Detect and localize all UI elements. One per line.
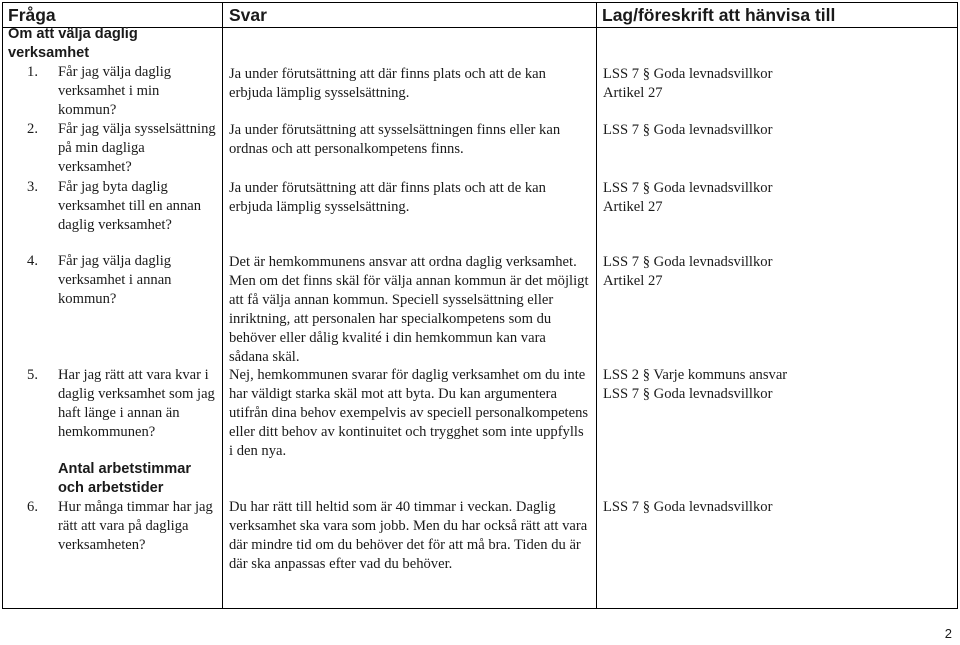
law-reference-1 [603,65,953,103]
law-line: LSS 7 § Goda levnadsvillkor [603,386,773,402]
question-number: 2. [27,121,38,137]
answer-6: Du har rätt till heltid som är 40 timmar i veckan. Daglig verksamhet ska vara som jobb. Men du har också rätt att vara där mindre tid om du behöver det för att må bra. Tiden du är där ska anpassas efter vad du behöver. [229,499,588,572]
question-number: 5. [27,367,38,383]
law-line: LSS 2 § Varje kommuns ansvar [603,367,788,383]
question-text: Får jag byta daglig verksamhet till en annan daglig verksamhet? [58,179,202,233]
question-number: 6. [27,499,38,515]
question-text: Får jag välja daglig verksamhet i annan kommun? [58,253,172,307]
answer-5: Nej, hemkommunen svarar för daglig verksamhet om du inte har väldigt starka skäl mot att byta. Du kan argumentera utifrån dina behov exempelvis av speciell personalkompetens eller ditt behov av kontinuitet och trygghet som inte uppfylls i den nya. [229,367,589,459]
question-text: Får jag välja sysselsättning på min dagliga verksamhet? [58,121,216,175]
header-law: Lag/föreskrift att hänvisa till [602,5,836,25]
answer-1: Ja under förutsättning att där finns plats och att de kan erbjuda lämplig sysselsättning. [229,66,546,101]
law-reference-2 [603,121,953,140]
column-divider-1 [222,2,223,609]
answer-2: Ja under förutsättning att sysselsättningen finns eller kan ordnas och att personalkompetens finns. [229,122,561,157]
answer-4: Det är hemkommunens ansvar att ordna daglig verksamhet. Men om det finns skäl för välja annan kommun är det möjligt att få välja annan kommun. Speciell sysselsättning eller inriktning, att personalen har specialkompetens som du behöver eller dålig kvalité i din hemkommun kan vara sådana skäl. [229,254,589,365]
question-text: Hur många timmar har jag rätt att vara på dagliga verksamheten? [58,499,213,553]
law-line: LSS 7 § Goda levnadsvillkor [603,180,773,196]
header-answer: Svar [229,5,267,25]
law-line: LSS 7 § Goda levnadsvillkor [603,122,773,138]
header-question: Fråga [8,5,56,25]
column-divider-2 [596,2,597,609]
law-line: Artikel 27 [603,273,663,289]
table-border-left [2,2,3,609]
law-reference-5 [603,366,953,404]
law-line: LSS 7 § Goda levnadsvillkor [603,254,773,270]
law-reference-6 [603,498,953,517]
question-text: Har jag rätt att vara kvar i daglig verksamhet som jag haft länge i annan än hemkommunen? [58,367,215,440]
table-border-bottom [2,608,958,609]
law-line: Artikel 27 [603,199,663,215]
law-line: LSS 7 § Goda levnadsvillkor [603,66,773,82]
answer-3: Ja under förutsättning att där finns plats och att de kan erbjuda lämplig sysselsättning. [229,180,546,215]
law-reference-3 [603,179,953,217]
question-number: 1. [27,64,38,80]
law-line: Artikel 27 [603,85,663,101]
section-heading-daily-activity: Om att välja daglig verksamhet [8,26,138,61]
question-number: 3. [27,179,38,195]
table-border-top [2,2,958,3]
law-line: LSS 7 § Goda levnadsvillkor [603,499,773,515]
question-text: Får jag välja daglig verksamhet i min kommun? [58,64,172,118]
section-heading-work-hours: Antal arbetstimmar och arbetstider [58,461,192,496]
law-reference-4 [603,253,953,291]
table-border-right [957,2,958,609]
page-number: 2 [944,626,952,641]
question-number: 4. [27,253,38,269]
